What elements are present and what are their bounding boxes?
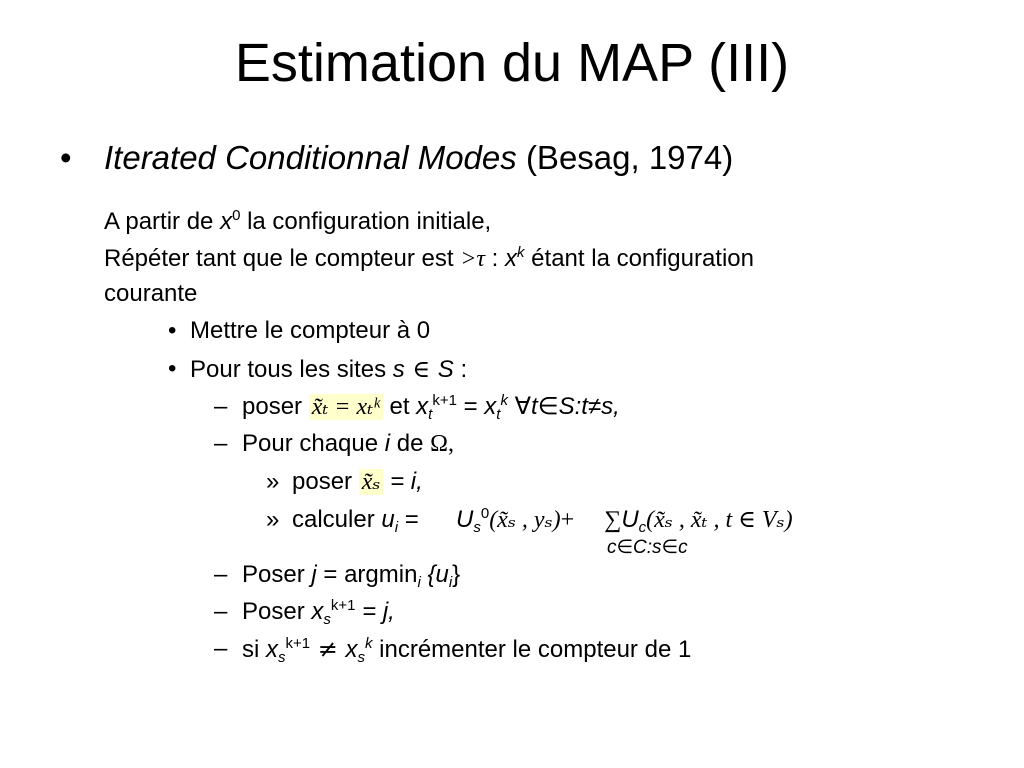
- l2-item-reset-counter: Mettre le compteur à 0: [190, 317, 431, 344]
- poser-formula-image: x̃ₜ = xₜᵏ: [309, 394, 383, 420]
- l3-item-update: Poser $x_s^{k+1} = j$,: [242, 597, 395, 628]
- method-name: Iterated Conditionnal Modes: [104, 139, 517, 176]
- citation: (Besag, 1974): [525, 139, 734, 176]
- l3-item-for-each-label: Pour chaque i de Ω,: [242, 430, 454, 457]
- sum-index: c∈C:s∈c: [607, 537, 688, 558]
- l3-dash-3: –: [214, 561, 228, 588]
- l2-marker-1: •: [168, 317, 177, 344]
- l4-marker-2: »: [266, 506, 280, 533]
- intro-line-3: courante: [104, 280, 198, 307]
- l2-marker-2: •: [168, 355, 177, 382]
- l4-marker-1: »: [266, 468, 280, 495]
- l3-dash-5: –: [214, 635, 228, 662]
- l3-dash-1: –: [214, 393, 228, 420]
- intro-line-1: A partir de $x^0$ la configuration initiale,: [104, 207, 492, 235]
- energy-formula: $U_s^0(x̃_s$ , $y_s)+ \sum U_c(x̃_s$ , x̃ₜ , t ∈ Vₛ): [456, 505, 793, 536]
- xs-formula-image: x̃ₛ: [359, 469, 384, 495]
- l3-dash-4: –: [214, 598, 228, 625]
- l4-item-calculer: calculer $u_i$ =: [292, 506, 419, 536]
- l3-item-increment: si $x_s^{k+1} \ne x_s^k$ incrémenter le compteur de 1: [242, 635, 692, 666]
- bullet-marker: •: [60, 139, 72, 176]
- l3-item-poser: poser x̃ₜ = xₜᵏ et $x_t^{k+1} = x_t^k$ ∀t∈S:t≠s,: [242, 392, 620, 423]
- slide-title: Estimation du MAP (III): [234, 33, 790, 93]
- l3-dash-2: –: [214, 430, 228, 457]
- l4-item-poser: poser x̃ₛ = i,: [292, 468, 423, 495]
- l3-item-argmin: Poser j = argmin$_i$ $\{u_i\}$: [242, 561, 461, 591]
- bullet-heading: [104, 138, 733, 178]
- intro-line-2: Répéter tant que le compteur est >τ : $x^k$ étant la configuration: [104, 244, 755, 272]
- l2-item-for-all-sites: Pour tous les sites s ∈ S :: [190, 355, 468, 383]
